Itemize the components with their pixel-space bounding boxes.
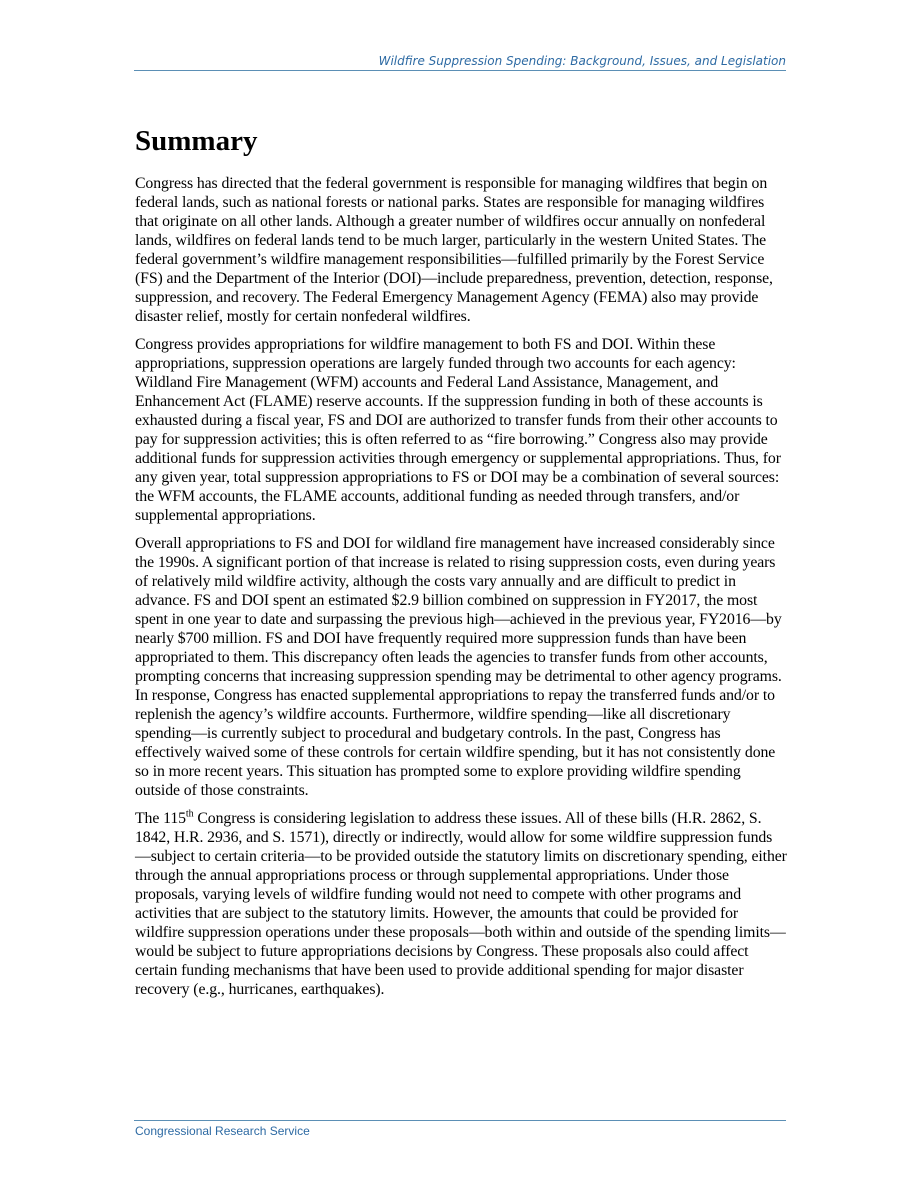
paragraph-3: Overall appropriations to FS and DOI for wildland fire management have increased considerably since the 1990s. A significant portion of that increase is related to rising suppression costs, even during years of relatively mild wildfire activity, although the costs vary annually and are difficult to predict in advance. FS and DOI spent an estimated $2.9 billion combined on suppression in FY2017, the most spent in one year to date and surpassing the previous high—achieved in the previous year, FY2016—by nearly $700 million. FS and DOI have frequently required more suppression funds than have been appropriated to them. This discrepancy often leads the agencies to transfer funds from other accounts, prompting concerns that increasing suppression spending may be detrimental to other agency programs. In response, Congress has enacted supplemental appropriations to repay the transferred funds and/or to replenish the agency’s wildfire accounts. Furthermore, wildfire spending—like all discretionary spending—is currently subject to procedural and budgetary controls. In the past, Congress has effectively waived some of these controls for certain wildfire spending, but it has not consistently done so in more recent years. This situation has prompted some to explore providing wildfire spending outside of those constraints. (135, 535, 782, 799)
paragraph-4 (135, 809, 787, 999)
paragraph-4-lead: The 115 (135, 810, 186, 827)
running-header-title: Wildfire Suppression Spending: Background, Issues, and Legislation (378, 54, 786, 68)
paragraph-4-body: Congress is considering legislation to address these issues. All of these bills (H.R. 2862, S. 1842, H.R. 2936, and S. 1571), directly or indirectly, would allow for some wildfire suppression funds—subject to certain criteria—to be provided outside the statutory limits on discretionary spending, either through the annual appropriations process or through supplemental appropriations. Under those proposals, varying levels of wildfire funding would not need to compete with other programs and activities that are subject to the statutory limits. However, the amounts that could be provided for wildfire suppression operations under these proposals—both within and outside of the spending limits—would be subject to future appropriations decisions by Congress. These proposals also could affect certain funding mechanisms that have been used to provide additional spending for major disaster recovery (e.g., hurricanes, earthquakes). (135, 810, 787, 998)
paragraph-1: Congress has directed that the federal government is responsible for managing wildfires that begin on federal lands, such as national forests or national parks. States are responsible for managing wildfires that originate on all other lands. Although a greater number of wildfires occur annually on nonfederal lands, wildfires on federal lands tend to be much larger, particularly in the western United States. The federal government’s wildfire management responsibilities—fulfilled primarily by the Forest Service (FS) and the Department of the Interior (DOI)—include preparedness, prevention, detection, response, suppression, and recovery. The Federal Emergency Management Agency (FEMA) also may provide disaster relief, mostly for certain nonfederal wildfires. (135, 175, 773, 325)
footer-divider (134, 1120, 786, 1121)
paragraph-2: Congress provides appropriations for wildfire management to both FS and DOI. Within these appropriations, suppression operations are largely funded through two accounts for each agency: Wildland Fire Management (WFM) accounts and Federal Land Assistance, Management, and Enhancement Act (FLAME) reserve accounts. If the suppression funding in both of these accounts is exhausted during a fiscal year, FS and DOI are authorized to transfer funds from their other accounts to pay for suppression activities; this is often referred to as “fire borrowing.” Congress also may provide additional funds for suppression activities through emergency or supplemental appropriations. Thus, for any given year, total suppression appropriations to FS or DOI may be a combination of several sources: the WFM accounts, the FLAME accounts, additional funding as needed through transfers, and/or supplemental appropriations. (135, 336, 781, 524)
section-heading: Summary (135, 125, 258, 157)
running-header (134, 54, 786, 71)
footer-organization: Congressional Research Service (135, 1124, 310, 1138)
ordinal-superscript: th (185, 808, 194, 820)
document-body (135, 122, 787, 1008)
